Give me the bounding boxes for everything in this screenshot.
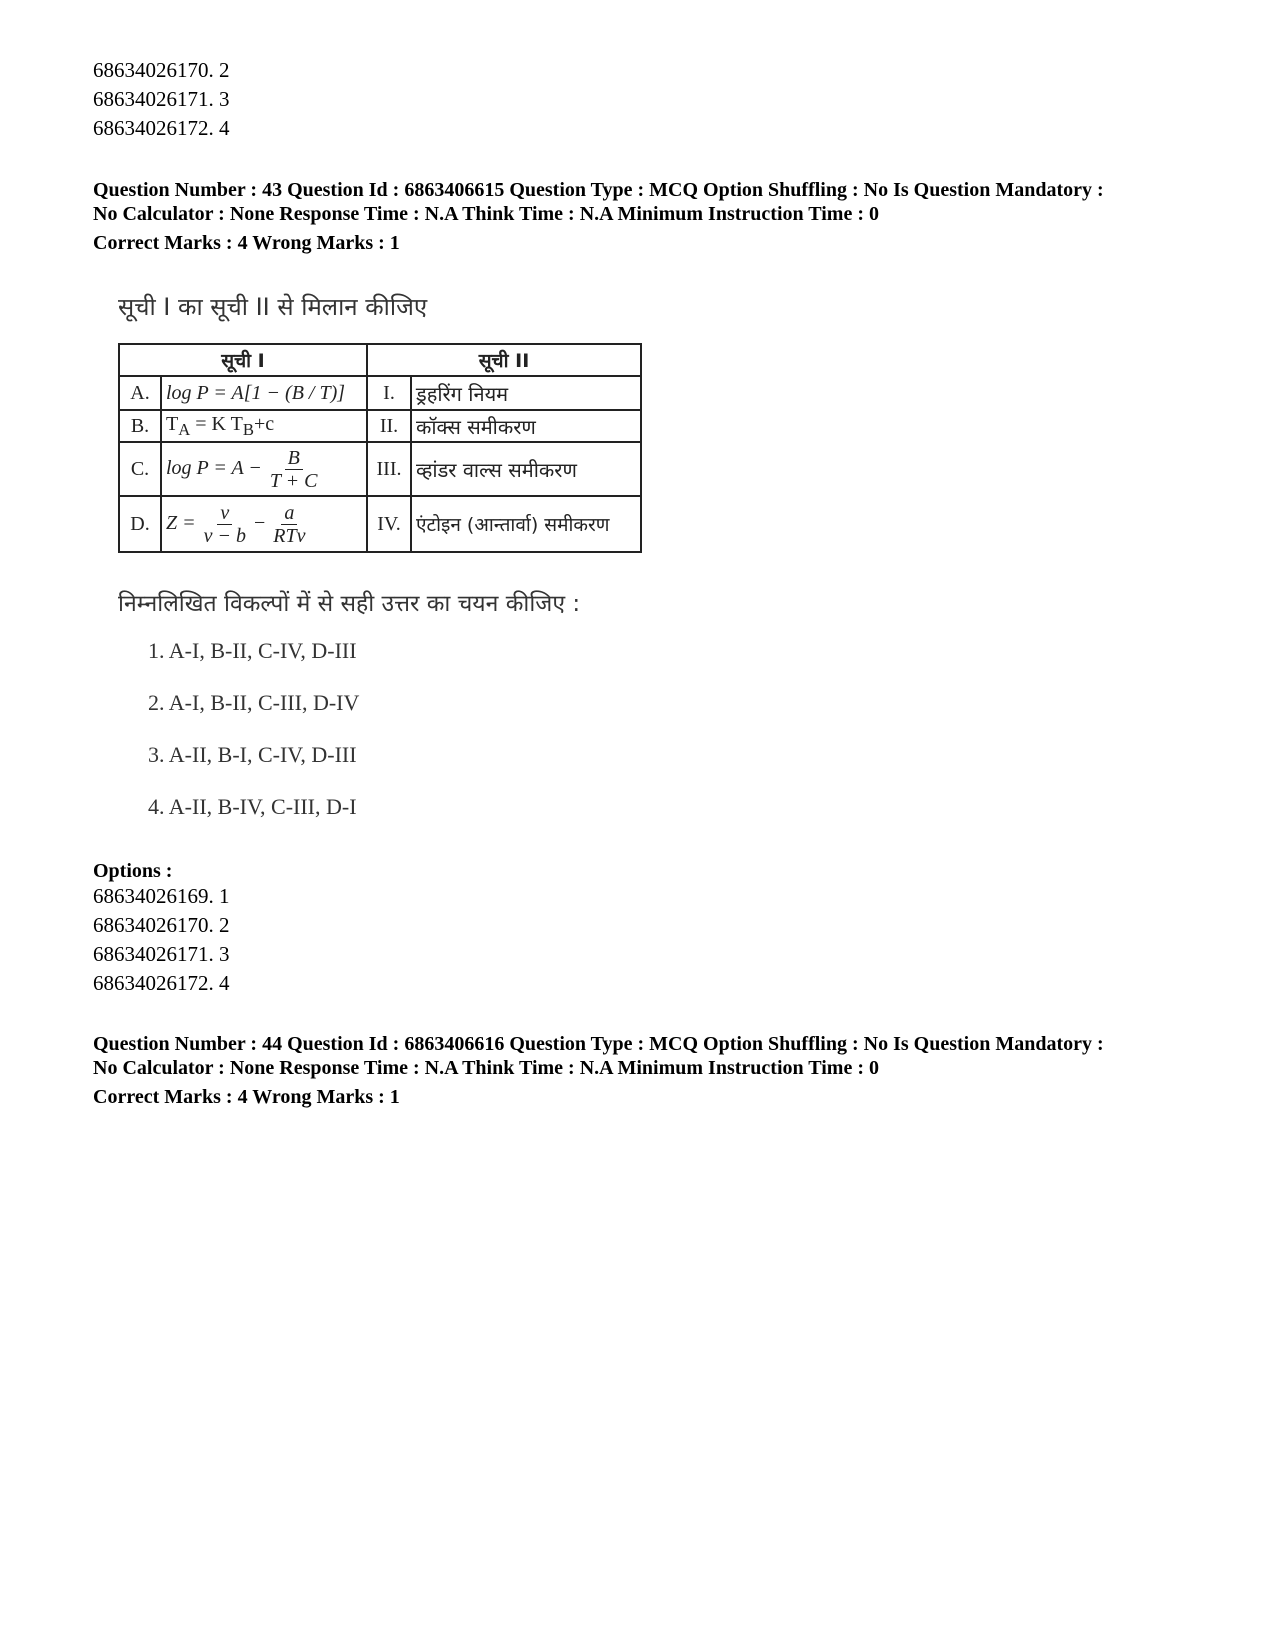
question-marks: Correct Marks : 4 Wrong Marks : 1 [93, 1086, 400, 1108]
list-2-item: व्हांडर वाल्स समीकरण [411, 442, 641, 496]
row-label: I. [367, 376, 411, 410]
row-label: D. [119, 496, 161, 552]
formula-c [161, 442, 367, 496]
answer-choice: 3. A-II, B-I, C-IV, D-III [148, 742, 357, 767]
option-line: 68634026170. 2 [93, 58, 230, 82]
fraction-numerator: B [285, 447, 303, 470]
list-2-item: ड्रहरिंग नियम [411, 376, 641, 410]
option-line: 68634026172. 4 [93, 971, 230, 995]
fraction-numerator: a [281, 502, 297, 525]
question-43-image [118, 290, 658, 850]
list-2-header: सूची II [367, 344, 641, 376]
row-label: III. [367, 442, 411, 496]
row-label: B. [119, 410, 161, 442]
list-1-header: सूची I [119, 344, 367, 376]
formula-text: T [166, 412, 179, 435]
option-line: 68634026170. 2 [93, 913, 230, 937]
match-table [118, 343, 642, 553]
match-instruction: सूची I का सूची II से मिलान कीजिए [118, 293, 428, 321]
fraction-denominator: v − b [203, 524, 246, 547]
formula-subscript: A [178, 419, 191, 439]
options-label: Options : [93, 860, 173, 882]
row-label: A. [119, 376, 161, 410]
question-44-header [93, 1032, 1203, 1109]
fraction-denominator: RTv [273, 524, 306, 547]
question-marks: Correct Marks : 4 Wrong Marks : 1 [93, 232, 400, 254]
formula-text: +c [253, 412, 275, 435]
formula-b [161, 410, 367, 442]
row-label: II. [367, 410, 411, 442]
formula-text: − [254, 511, 266, 534]
row-label: IV. [367, 496, 411, 552]
formula-a: log P = A[1 − (B / T)] [161, 376, 367, 410]
question-meta-line: No Calculator : None Response Time : N.A Think Time : N.A Minimum Instruction Time : 0 [93, 203, 879, 225]
question-meta-line: Question Number : 43 Question Id : 6863406615 Question Type : MCQ Option Shuffling : No Is Question Mandatory : [93, 179, 1104, 201]
list-2-item: कॉक्स समीकरण [411, 410, 641, 442]
question-meta-line: No Calculator : None Response Time : N.A Think Time : N.A Minimum Instruction Time : 0 [93, 1057, 879, 1079]
option-line: 68634026172. 4 [93, 116, 230, 140]
formula-text: = K T [190, 412, 243, 435]
option-line: 68634026171. 3 [93, 942, 230, 966]
question-43-header [93, 178, 1203, 255]
fraction [270, 502, 308, 547]
fraction-denominator: T + C [269, 469, 318, 492]
formula-text: Z = [166, 511, 196, 534]
answer-choice: 2. A-I, B-II, C-III, D-IV [148, 690, 360, 715]
list-2-item: एंटोइन (आन्तार्वा) समीकरण [411, 496, 641, 552]
fraction-numerator: v [217, 502, 232, 525]
question-meta-line: Question Number : 44 Question Id : 6863406616 Question Type : MCQ Option Shuffling : No Is Question Mandatory : [93, 1033, 1104, 1055]
row-label: C. [119, 442, 161, 496]
fraction [201, 502, 249, 547]
choose-instruction: निम्नलिखित विकल्पों में से सही उत्तर का चयन कीजिए : [118, 591, 581, 617]
answer-choice: 4. A-II, B-IV, C-III, D-I [148, 794, 357, 819]
option-line: 68634026171. 3 [93, 87, 230, 111]
formula-d [161, 496, 367, 552]
answer-choice: 1. A-I, B-II, C-IV, D-III [148, 638, 357, 663]
fraction [267, 447, 321, 492]
formula-text: log P = A − [166, 456, 262, 479]
option-line: 68634026169. 1 [93, 884, 230, 908]
previous-options-list [93, 56, 230, 143]
formula-subscript: B [242, 419, 254, 439]
question-43-options [93, 882, 230, 998]
